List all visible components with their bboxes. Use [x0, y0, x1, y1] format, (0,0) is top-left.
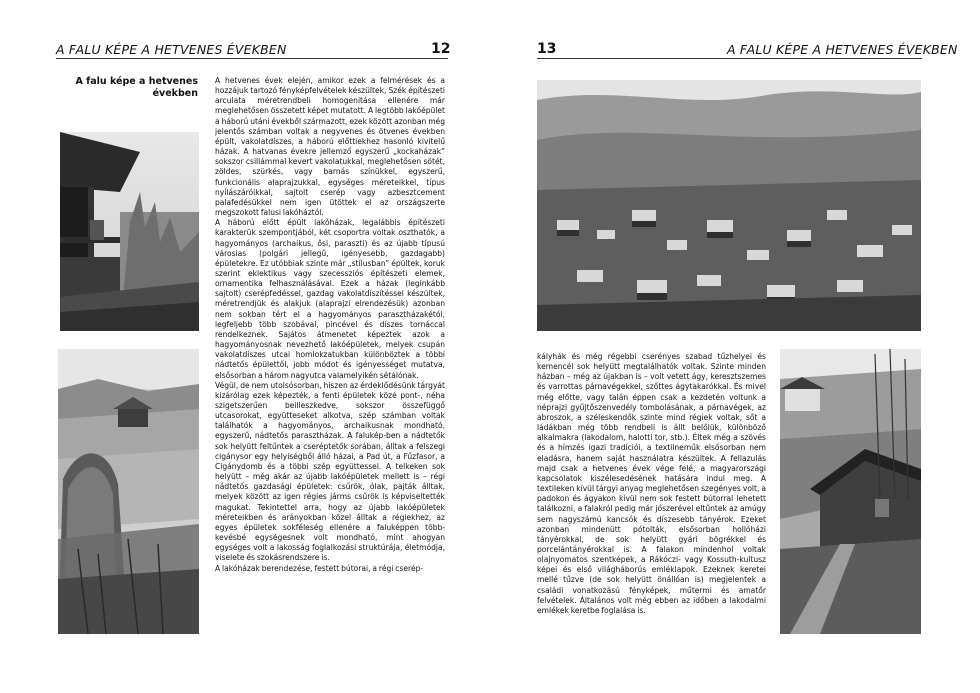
running-head-right: A FALU KÉPE A HETVENES ÉVEKBEN	[727, 42, 958, 57]
photo-village-street	[780, 349, 921, 634]
running-head-left: A FALU KÉPE A HETVENES ÉVEKBEN	[56, 42, 287, 57]
left-paragraph: A háború előtt épült lakóházak, legalábbis építészeti karakterük szempontjából, két csoportra voltak oszthatók, a hagyományos (archaikus, ősi, paraszti) és az újabb típusú városias (polgári jellegű, igényesebb, gazdagabb) épületekre. Ez utóbbiak szinte már „stílusban” épültek, koruk szerint eklektikus vagy szecessziós építészeti elemek, ornamentika felhasználásával. Ezek a házak (leginkább sajtolt) cserépfedéssel, gazdag vakolatdíszítéssel készültek, méretrendjük és alakjuk (alaprajzi elrendezésük) azonban nem sokban tért el a hagyományos parasztházakétól, legfeljebb több szobával, pincével és díszes tornáccal rendelkeznek. Sajátos átmenetet képeztek azok a hagyományosnak nevezhető lakóépületek, melyek csupán vakolatdíszes utcai homlokzatukban különböztek a többi nádtetős épülettől, jobb módot és igényességet mutatva, elsősorban a három nagyutca valamelyikén sétálónak.	[215, 218, 445, 380]
right-paragraph: kályhák és még régebbi cserényes szabad tűzhelyei és kemencéi sok helyütt megtalálhatók voltak. Szinte minden házban – még az újakban is – volt vetett ágy, keresztszemes és varrottas párnavégekkel, szőttes ágytakarókkal. És mivel még előtte, vagy talán éppen csak a kezdetén voltunk a néprajzi gyűjtőszenvedély tombolásának, a párnavégek, az abroszok, a széleskendők szinte mind régiek voltak, sőt a ládákban még több rendbeli is állt belőlük, különböző alkalmakra (lakodalom, halotti tor, stb.). Éltek még a szövés és a hímzés igazi tradíciói, a textilneműk elsősorban nem eladásra, hanem saját használatra készültek. A fellazulás majd csak a hetvenes évek vége felé, a magyarországi kapcsolatok kiszélesedésének hatására indul meg. A textileken kívül tárgyi anyag meglehetősen szegényes volt, a padokon és ágyakon kívül nem sok festett bútorral lehetett találkozni, a falakról pedig már jószerével eltűntek az amúgy sem nagyszámú kancsók és díszesebb tányérok. Ezeket azonban mindenütt pótolták, elsősorban hollóházi tányérokkal, de sok helyütt gyári bögrékkel és porcelántányérokkal is. A falakon mindenhol voltak olajnyomatos szentképek, a Rákóczi- vagy Kossuth-kultusz képei és első világháborús emléklapok. Ezeknek keretei mellé tűzve (de sok helyütt önállóan is) megjelentek a családi vonatkozású fényképek, műtermi és amatőr felvételek. Általános volt még ebben az időben a lakodalmi emlékek keretbe foglalása is.	[537, 352, 766, 615]
left-paragraph: Végül, de nem utolsósorban, hiszen az érdeklődésünk tárgyát kizárólag ezek képezték, a fenti épületek közé pont-, néha szigetszerűen beilleszkedve, sokszor összefüggő utcasorokat, együtteseket alkotva, szép számban voltak találhatók a hagyományos, archaikusnak mondható, egyszerű, nádtetős parasztházak. A falukép-ben a nádtetők sok helyütt feltűntek a cseréptetők sorában, álltak a felszegi cigánysor egy helyiségből álló házai, a Pad út, a Fűzfasor, a Cigánydomb és a többi szép együttessel. A telkeken sok helyütt – még akár az újabb lakóépületek mellett is – régi nádtetős gazdasági épületek: csűrök, ólak, pajták álltak, melyek között az igen régies járms csűrök is képviseltették magukat. Tekintettel arra, hogy az újabb lakóépületek méreteikben és arányokban közel álltak a régiekhez, az egyes épületek sokféleség ellenére a faluképpen több-kevésbé egységesnek volt mondható, mint ahogyan egységes volt a lakosság foglalkozási struktúrája, életmódja, viselete és szokásrendszere is.	[215, 380, 445, 563]
left-text-column	[215, 76, 445, 638]
left-paragraph: A hetvenes évek elején, amikor ezek a felmérések és a hozzájuk tartozó fényképfelvételek készültek, Szék építészeti arculata méretrendbeli homogenitása ellenére már meglehetősen összetett képet mutatott. A legtöbb lakóépület a háború utáni évekből származott, ezek között azonban még jelentős számban voltak a negyvenes és ötvenes években épült, vakolatdíszes, a háború előttiekhez hasonló kivitelű házak. A hatvanas évekre jellemző egyszerű „kockaházak” sokszor csillámmal kevert vakolatukkal, meglehetősen sötét, zöldes, szürkés, vagy barnás színükkel, egyszerű, funkcionális alaprajzukkal, egységes méreteikkel, típus nyílászáróikkal, sajtolt cserép vagy azbesztcement palafedésükkel nem igen ütöttek el az országszerte megszokott falusi lakóháztól.	[215, 76, 445, 218]
page-number-right: 13	[537, 41, 557, 57]
photo-porch	[60, 132, 199, 331]
photo-village-panorama	[537, 80, 921, 331]
header-rule-left	[56, 58, 448, 59]
photo-thatched-stack	[58, 349, 199, 634]
left-paragraph: A lakóházak berendezése, festett bútorai, a régi cserép-	[215, 563, 424, 573]
page-number-left: 12	[431, 41, 451, 57]
right-text-column	[537, 352, 766, 642]
header-rule-right	[537, 58, 922, 59]
section-heading: A falu képe a hetvenes években	[75, 76, 198, 99]
